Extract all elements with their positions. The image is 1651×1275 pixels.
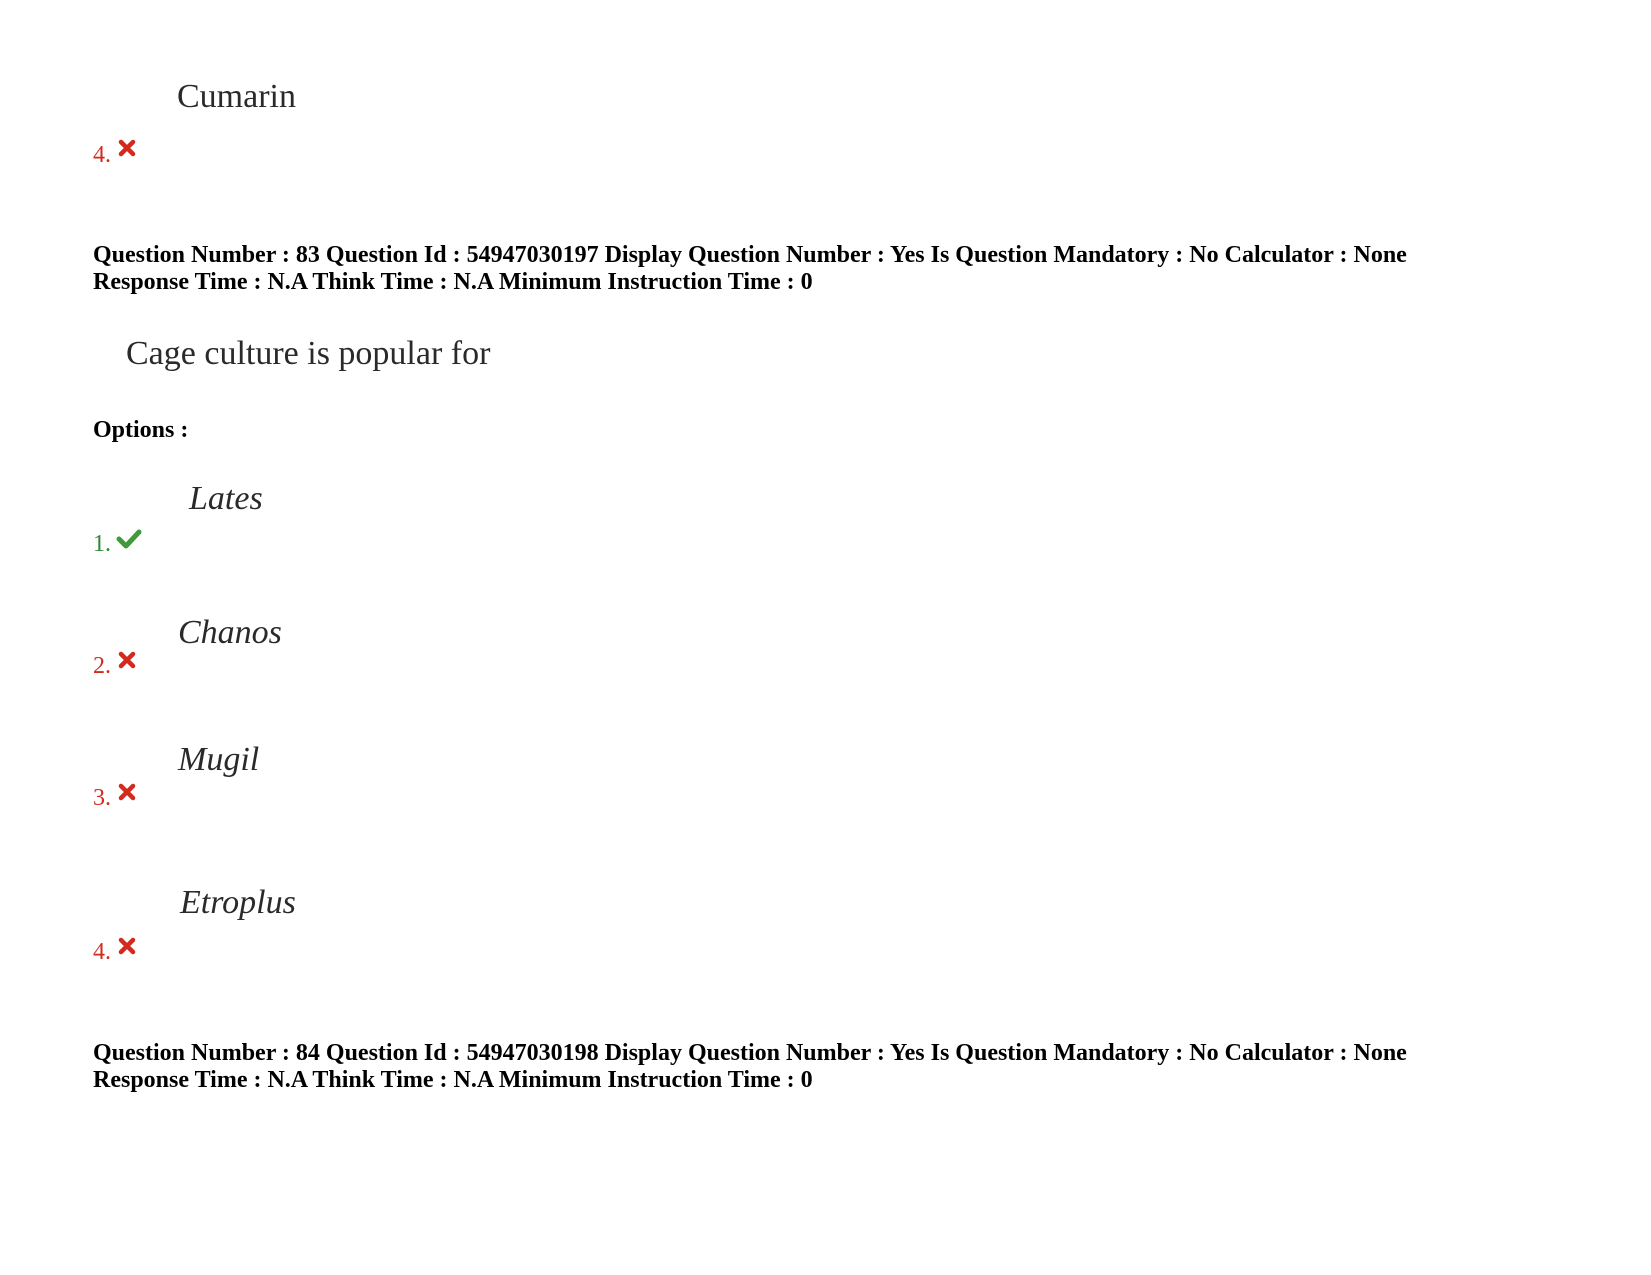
cross-icon — [117, 936, 139, 958]
option-image-text: Mugil — [178, 741, 260, 778]
option-number: 4. — [93, 939, 111, 965]
option-image-text: Cumarin — [177, 78, 296, 115]
question-text: Cage culture is popular for — [126, 335, 491, 372]
cross-icon — [117, 782, 139, 804]
check-icon — [116, 528, 138, 550]
option-image-text: Lates — [189, 480, 263, 517]
question-metadata-line: Response Time : N.A Think Time : N.A Minimum Instruction Time : 0 — [93, 269, 813, 295]
question-metadata-line: Question Number : 83 Question Id : 54947030197 Display Question Number : Yes Is Question Mandatory : No Calculator : None — [93, 242, 1407, 268]
cross-icon — [117, 650, 139, 672]
options-label: Options : — [93, 417, 189, 443]
option-number: 2. — [93, 653, 111, 679]
option-image-text: Chanos — [178, 614, 282, 651]
cross-icon — [117, 138, 139, 160]
option-image-text: Etroplus — [180, 884, 296, 921]
option-number: 3. — [93, 785, 111, 811]
option-number: 4. — [93, 142, 111, 168]
option-number: 1. — [93, 531, 111, 557]
question-metadata-line: Question Number : 84 Question Id : 54947030198 Display Question Number : Yes Is Question Mandatory : No Calculator : None — [93, 1040, 1407, 1066]
question-metadata-line: Response Time : N.A Think Time : N.A Minimum Instruction Time : 0 — [93, 1067, 813, 1093]
